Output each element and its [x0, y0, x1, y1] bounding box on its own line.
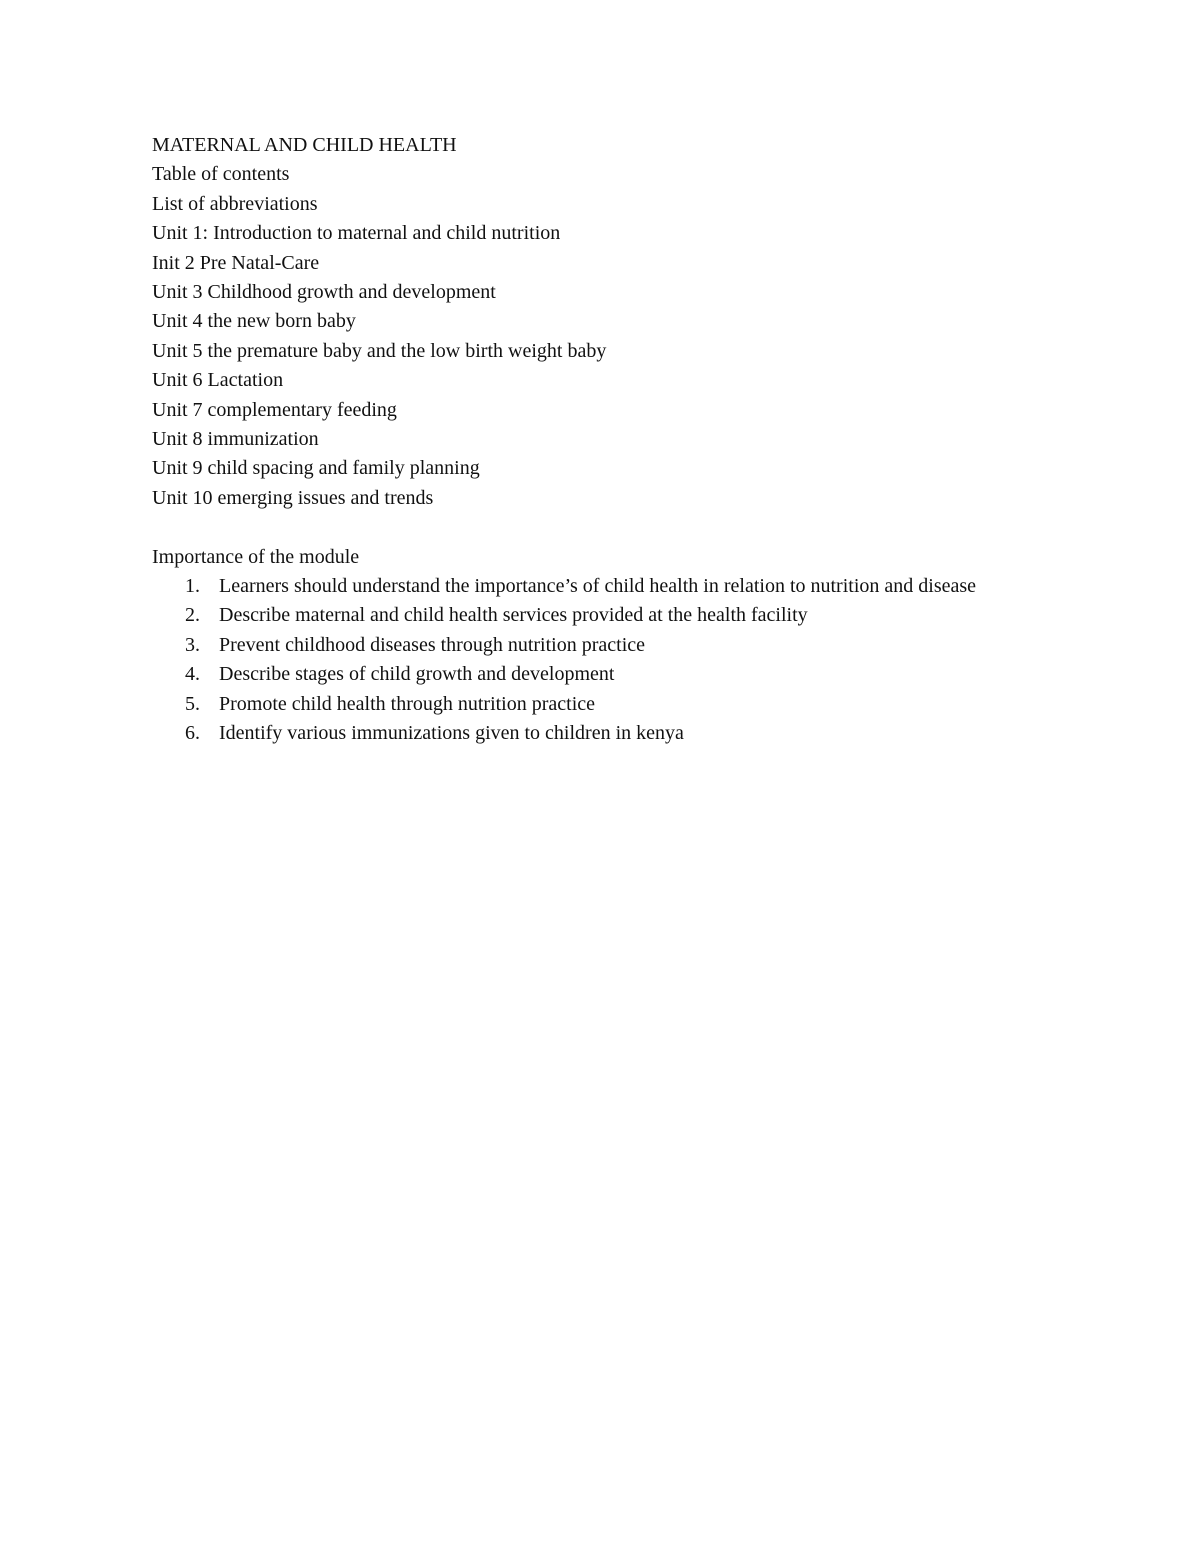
objective-text: Describe stages of child growth and development — [219, 663, 615, 686]
objective-text: Describe maternal and child health services provided at the health facility — [219, 604, 808, 627]
objective-number: 5. — [185, 692, 200, 715]
objective-number: 2. — [185, 604, 200, 627]
unit-entry: Unit 3 Childhood growth and development — [152, 281, 496, 304]
objective-number: 6. — [185, 722, 200, 745]
objective-item — [152, 572, 1052, 601]
unit-entry: Unit 8 immunization — [152, 428, 319, 451]
importance-heading: Importance of the module — [152, 545, 360, 568]
document-title: MATERNAL AND CHILD HEALTH — [152, 134, 457, 156]
unit-entry: Unit 5 the premature baby and the low birth weight baby — [152, 339, 607, 362]
objective-text: Identify various immunizations given to children in kenya — [219, 722, 684, 745]
objective-item — [152, 631, 1052, 660]
unit-entry: Init 2 Pre Natal-Care — [152, 251, 320, 274]
objective-item — [152, 690, 1052, 719]
abbreviations-entry: List of abbreviations — [152, 192, 318, 215]
unit-entry: Unit 7 complementary feeding — [152, 398, 397, 421]
unit-list — [152, 219, 1052, 513]
objective-number: 3. — [185, 633, 200, 656]
toc-heading: Table of contents — [152, 163, 290, 186]
objective-number: 1. — [185, 575, 200, 598]
objective-text: Learners should understand the importance’s of child health in relation to nutrition and disease — [219, 575, 977, 598]
section-gap — [152, 513, 1052, 542]
unit-entry: Unit 10 emerging issues and trends — [152, 486, 434, 509]
objective-text: Prevent childhood diseases through nutrition practice — [219, 633, 646, 656]
objective-number: 4. — [185, 663, 200, 686]
objectives-list — [152, 572, 1052, 748]
unit-entry: Unit 4 the new born baby — [152, 310, 356, 333]
unit-entry: Unit 1: Introduction to maternal and child nutrition — [152, 222, 561, 245]
objective-text: Promote child health through nutrition practice — [219, 692, 596, 715]
objective-item — [152, 660, 1052, 689]
objective-item — [152, 601, 1052, 630]
unit-entry: Unit 6 Lactation — [152, 369, 284, 392]
document-body — [152, 131, 1052, 749]
objective-item — [152, 719, 1052, 748]
unit-entry: Unit 9 child spacing and family planning — [152, 457, 480, 480]
